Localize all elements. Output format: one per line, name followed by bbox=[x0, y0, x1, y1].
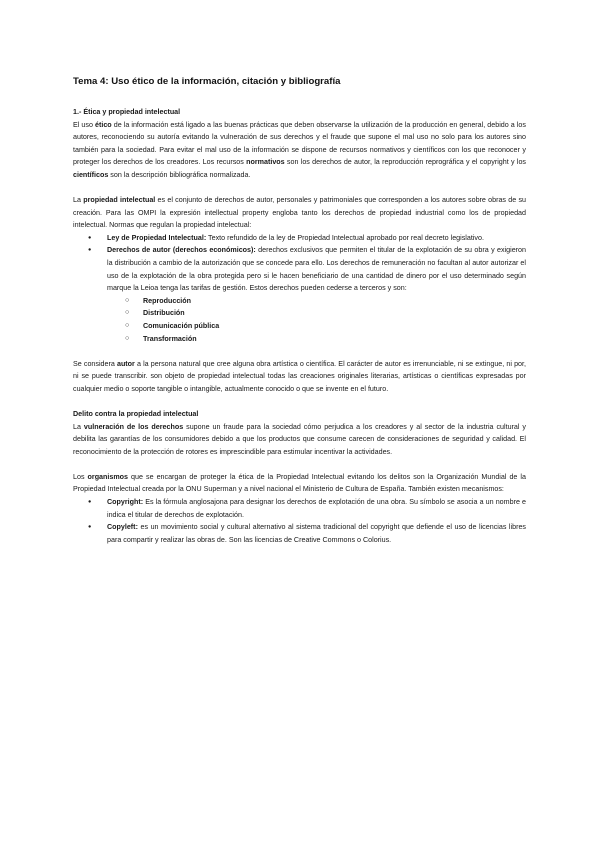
list-item: ● Copyright: Es la fórmula anglosajona para designar los derechos de explotación de una obra. Su símbolo se asocia a un nombre e indica el titular de derechos de explotación. bbox=[107, 496, 526, 521]
section-heading-delito: Delito contra la propiedad intelectual bbox=[73, 409, 199, 418]
paragraph-organismos: Los organismos que se encargan de proteger la ética de la Propiedad Intelectual evitando los delitos son la Organización Mundial de la Propiedad Intelectual creada por la ONU Superman y a nivel nacional el Ministerio de Cultura de España. También existen mecanismos: bbox=[73, 472, 526, 494]
paragraph-vulneracion: La vulneración de los derechos supone un fraude para la sociedad cómo perjudica a los creadores y al sector de la industria cultural y debilita las garantías de los consumidores debido a que los productos que consume carecen de consideraciones de seguridad y calidad. El reconocimiento de la protección de rotores es imprescindible para estimular incentivar la actividades. bbox=[73, 422, 526, 456]
sublist-item: ○ Comunicación pública bbox=[143, 320, 526, 333]
list-item: ● Ley de Propiedad Intelectual: Texto refundido de la ley de Propiedad Intelectual aprobado por real decreto legislativo. bbox=[107, 232, 526, 245]
sublist-item: ○ Distribución bbox=[143, 307, 526, 320]
page-title: Tema 4: Uso ético de la información, citación y bibliografía bbox=[73, 76, 341, 87]
sublist-item: ○ Transformación bbox=[143, 333, 526, 346]
paragraph-autor: Se considera autor a la persona natural que cree alguna obra artística o científica. El carácter de autor es irrenunciable, ni se extingue, ni por, ni se puede transcribir. son objeto de propiedad intelectual todas las creaciones originales literarias, artísticas o científicas expresadas por cualquier medio o soporte tangible o intangible, actualmente conocido o que se invente en el futuro. bbox=[73, 359, 526, 393]
list-item: ● Derechos de autor (derechos económicos): derechos exclusivos que permiten el titular de la explotación de su obra y exigieron la distribución a cambio de la autorización que se concede para ello. Los derechos de remuneración no facultan al autor autorizar el uso de la explotación de la obra protegida pero si le hacen beneficiario de una cantidad de dinero por el uso determinado según marque la Leioa tenga las tarifas de gestión. Estos derechos pueden cederse a terceros y son: ○ Reproducción ○ Distribución ○ Comunicación pública ○ Transformación bbox=[107, 244, 526, 345]
mecanismos-list bbox=[73, 496, 526, 546]
paragraph-uso-etico: El uso ético de la información está ligado a las buenas prácticas que deben observarse la utilización de la producción en general, debido a los autores, reconociendo su autoría evitando la vulneración de sus derechos y el fraude que supone el mal uso no solo para los autores sino también para la sociedad. Para evitar el mal uso de la información se dispone de recursos normativos y científicos con los que reconocer y proteger los derechos de los creadores. Los recursos normativos son los derechos de autor, la reproducción reprográfica y el copyright y los científicos son la descripción bibliográfica normalizada. bbox=[73, 120, 527, 179]
section-heading-etica: 1.- Ética y propiedad intelectual bbox=[73, 108, 181, 116]
derechos-sublist bbox=[107, 295, 526, 345]
paragraph-propiedad-intelectual: La propiedad intelectual es el conjunto de derechos de autor, personales y patrimoniales que corresponden a los autores sobre obras de su creación. Para las OMPI la expresión intellectual property engloba tanto los derechos de propiedad industrial como los de propiedad intelectual. Normas que regulan la propiedad intelectual: bbox=[73, 196, 526, 230]
normas-list bbox=[73, 232, 526, 345]
list-item: ● Copyleft: es un movimiento social y cultural alternativo al sistema tradicional del copyright que defiende el uso de licencias libres para compartir y realizar las obras de. Son las licencias de Creative Commons o Colorius. bbox=[107, 521, 526, 546]
sublist-item: ○ Reproducción bbox=[143, 295, 526, 308]
